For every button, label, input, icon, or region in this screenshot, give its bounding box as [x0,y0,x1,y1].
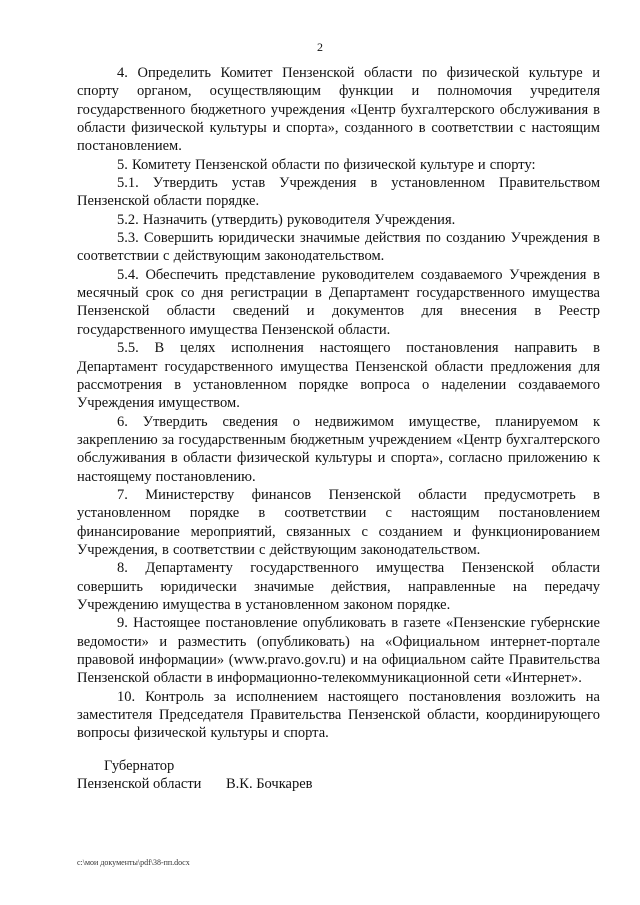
paragraph-5-4: 5.4. Обеспечить представление руководителем создаваемого Учреждения в месячный срок со дня регистрации в Департамент государственного имущества Пензенской области сведений и документов для внесения в Реестр государственного имущества Пензенской области. [77,266,600,338]
paragraph-5-2: 5.2. Назначить (утвердить) руководителя Учреждения. [117,211,456,228]
footer-file-path: c:\мои документы\pdf\38-пп.docx [77,858,190,867]
signature-name: В.К. Бочкарев [226,776,313,792]
signature-title: Губернатор [104,758,175,774]
paragraph-5-1: 5.1. Утвердить устав Учреждения в установленном Правительством Пензенской области порядке. [77,175,600,210]
paragraph-7: 7. Министерству финансов Пензенской области предусмотреть в установленном порядке в соответствии с настоящим постановлением финансирование мероприятий, связанных с созданием и функционированием Учреждения, в соответствии с действующим законодательством. [77,486,600,558]
paragraph-9: 9. Настоящее постановление опубликовать в газете «Пензенские губернские ведомости» и разместить (опубликовать) на «Официальном интернет-портале правовой информации» (www.pravo.gov.ru) и на официальном сайте Правительства Пензенской области в информационно-телекоммуникационной сети «Интернет». [77,615,600,687]
paragraph-6: 6. Утвердить сведения о недвижимом имуществе, планируемом к закреплению за государственным бюджетным учреждением «Центр бухгалтерского обслуживания в области физической культуры и спорта», согласно приложению к настоящему постановлению. [77,413,600,485]
paragraph-5-5: 5.5. В целях исполнения настоящего постановления направить в Департамент государственного имущества Пензенской области предложения для рассмотрения в установленном порядке вопроса о наделении создаваемого Учреждения имуществом. [77,340,600,412]
paragraph-5: 5. Комитету Пензенской области по физической культуре и спорту: [117,156,536,173]
paragraph-10: 10. Контроль за исполнением настоящего постановления возложить на заместителя Председателя Правительства Пензенской области, координирующего вопросы физической культуры и спорта. [77,688,600,742]
document-body [77,64,600,743]
signature-region: Пензенской области [77,776,202,792]
paragraph-5-3: 5.3. Совершить юридически значимые действия по созданию Учреждения в соответствии с действующим законодательством. [77,230,600,265]
paragraph-8: 8. Департаменту государственного имущества Пензенской области совершить юридически значимые действия, направленные на передачу Учреждению имущества в установленном законом порядке. [77,560,600,613]
paragraph-4: 4. Определить Комитет Пензенской области по физической культуре и спорту органом, осуществляющим функции и полномочия учредителя государственного бюджетного учреждения «Центр бухгалтерского обслуживания в области физической культуры и спорта», созданного в соответствии с настоящим постановлением. [77,65,600,155]
page-number: 2 [317,40,323,54]
